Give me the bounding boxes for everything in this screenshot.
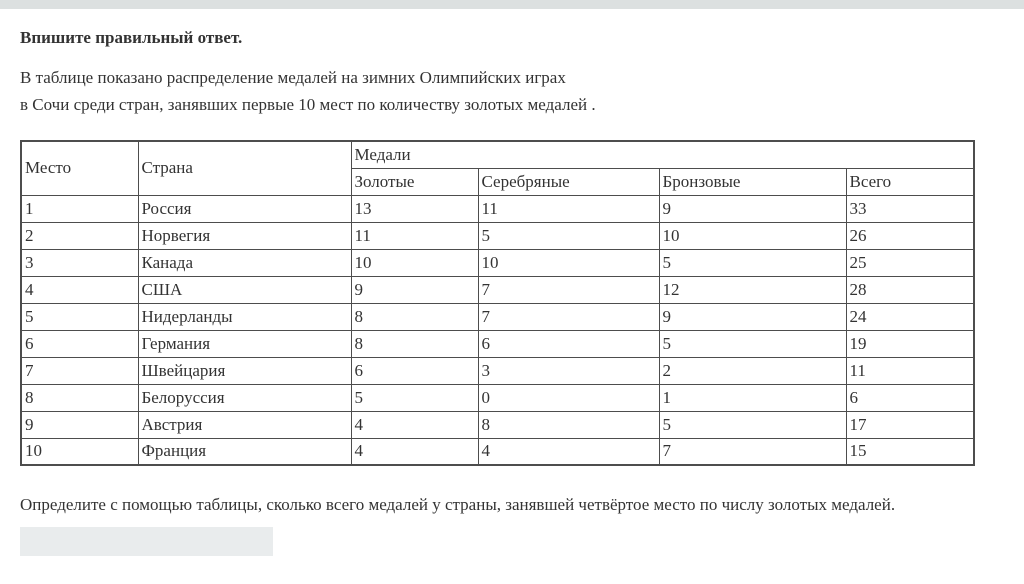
header-total: Всего bbox=[846, 168, 974, 195]
cell-total: 26 bbox=[846, 222, 974, 249]
cell-gold: 8 bbox=[351, 303, 478, 330]
table-row bbox=[21, 276, 974, 303]
cell-place: 10 bbox=[21, 438, 138, 465]
question-text: Определите с помощью таблицы, сколько всего медалей у страны, занявшей четвёртое место по числу золотых медалей. bbox=[20, 495, 896, 514]
header-gold: Золотые bbox=[351, 168, 478, 195]
cell-silver: 6 bbox=[478, 330, 659, 357]
cell-total: 28 bbox=[846, 276, 974, 303]
cell-bronze: 5 bbox=[659, 249, 846, 276]
cell-country: Швейцария bbox=[138, 357, 351, 384]
cell-gold: 4 bbox=[351, 438, 478, 465]
cell-silver: 7 bbox=[478, 276, 659, 303]
cell-gold: 6 bbox=[351, 357, 478, 384]
cell-silver: 0 bbox=[478, 384, 659, 411]
table-row bbox=[21, 222, 974, 249]
cell-gold: 8 bbox=[351, 330, 478, 357]
table-row bbox=[21, 303, 974, 330]
cell-country: Белоруссия bbox=[138, 384, 351, 411]
cell-place: 3 bbox=[21, 249, 138, 276]
header-bronze: Бронзовые bbox=[659, 168, 846, 195]
cell-bronze: 9 bbox=[659, 303, 846, 330]
cell-country: Австрия bbox=[138, 411, 351, 438]
cell-silver: 8 bbox=[478, 411, 659, 438]
cell-total: 19 bbox=[846, 330, 974, 357]
cell-place: 1 bbox=[21, 195, 138, 222]
cell-country: Нидерланды bbox=[138, 303, 351, 330]
cell-country: Германия bbox=[138, 330, 351, 357]
cell-place: 9 bbox=[21, 411, 138, 438]
cell-gold: 9 bbox=[351, 276, 478, 303]
table-row bbox=[21, 357, 974, 384]
cell-country: Франция bbox=[138, 438, 351, 465]
cell-place: 2 bbox=[21, 222, 138, 249]
cell-total: 17 bbox=[846, 411, 974, 438]
cell-total: 33 bbox=[846, 195, 974, 222]
table-row bbox=[21, 330, 974, 357]
cell-silver: 11 bbox=[478, 195, 659, 222]
cell-silver: 7 bbox=[478, 303, 659, 330]
header-place: Место bbox=[21, 141, 138, 195]
cell-total: 6 bbox=[846, 384, 974, 411]
cell-country: Россия bbox=[138, 195, 351, 222]
table-row bbox=[21, 195, 974, 222]
cell-gold: 4 bbox=[351, 411, 478, 438]
task-description-line2: в Сочи среди стран, занявших первые 10 мест по количеству золотых медалей . bbox=[20, 95, 596, 114]
task-description bbox=[20, 64, 1004, 118]
cell-place: 4 bbox=[21, 276, 138, 303]
cell-bronze: 5 bbox=[659, 330, 846, 357]
table-row bbox=[21, 411, 974, 438]
exercise-content bbox=[0, 27, 1024, 556]
header-silver: Серебряные bbox=[478, 168, 659, 195]
cell-gold: 11 bbox=[351, 222, 478, 249]
cell-bronze: 12 bbox=[659, 276, 846, 303]
answer-input[interactable] bbox=[20, 527, 273, 556]
cell-total: 15 bbox=[846, 438, 974, 465]
cell-bronze: 2 bbox=[659, 357, 846, 384]
cell-gold: 10 bbox=[351, 249, 478, 276]
medals-table-body bbox=[21, 195, 974, 465]
cell-bronze: 10 bbox=[659, 222, 846, 249]
cell-country: США bbox=[138, 276, 351, 303]
cell-silver: 3 bbox=[478, 357, 659, 384]
header-country: Страна bbox=[138, 141, 351, 195]
cell-silver: 5 bbox=[478, 222, 659, 249]
cell-gold: 13 bbox=[351, 195, 478, 222]
table-row bbox=[21, 438, 974, 465]
cell-gold: 5 bbox=[351, 384, 478, 411]
cell-country: Норвегия bbox=[138, 222, 351, 249]
cell-total: 11 bbox=[846, 357, 974, 384]
cell-country: Канада bbox=[138, 249, 351, 276]
exercise-prompt-title: Впишите правильный ответ. bbox=[20, 28, 243, 47]
cell-bronze: 9 bbox=[659, 195, 846, 222]
header-medals-group: Медали bbox=[351, 141, 974, 168]
task-description-line1: В таблице показано распределение медалей на зимних Олимпийских играх bbox=[20, 68, 566, 87]
cell-bronze: 7 bbox=[659, 438, 846, 465]
cell-place: 8 bbox=[21, 384, 138, 411]
table-row bbox=[21, 249, 974, 276]
cell-silver: 10 bbox=[478, 249, 659, 276]
table-row bbox=[21, 384, 974, 411]
cell-place: 7 bbox=[21, 357, 138, 384]
cell-total: 24 bbox=[846, 303, 974, 330]
cell-place: 6 bbox=[21, 330, 138, 357]
medals-table bbox=[20, 140, 975, 466]
cell-bronze: 5 bbox=[659, 411, 846, 438]
medals-table-header bbox=[21, 141, 974, 195]
cell-bronze: 1 bbox=[659, 384, 846, 411]
cell-total: 25 bbox=[846, 249, 974, 276]
cell-silver: 4 bbox=[478, 438, 659, 465]
cell-place: 5 bbox=[21, 303, 138, 330]
top-divider-bar bbox=[0, 0, 1024, 9]
